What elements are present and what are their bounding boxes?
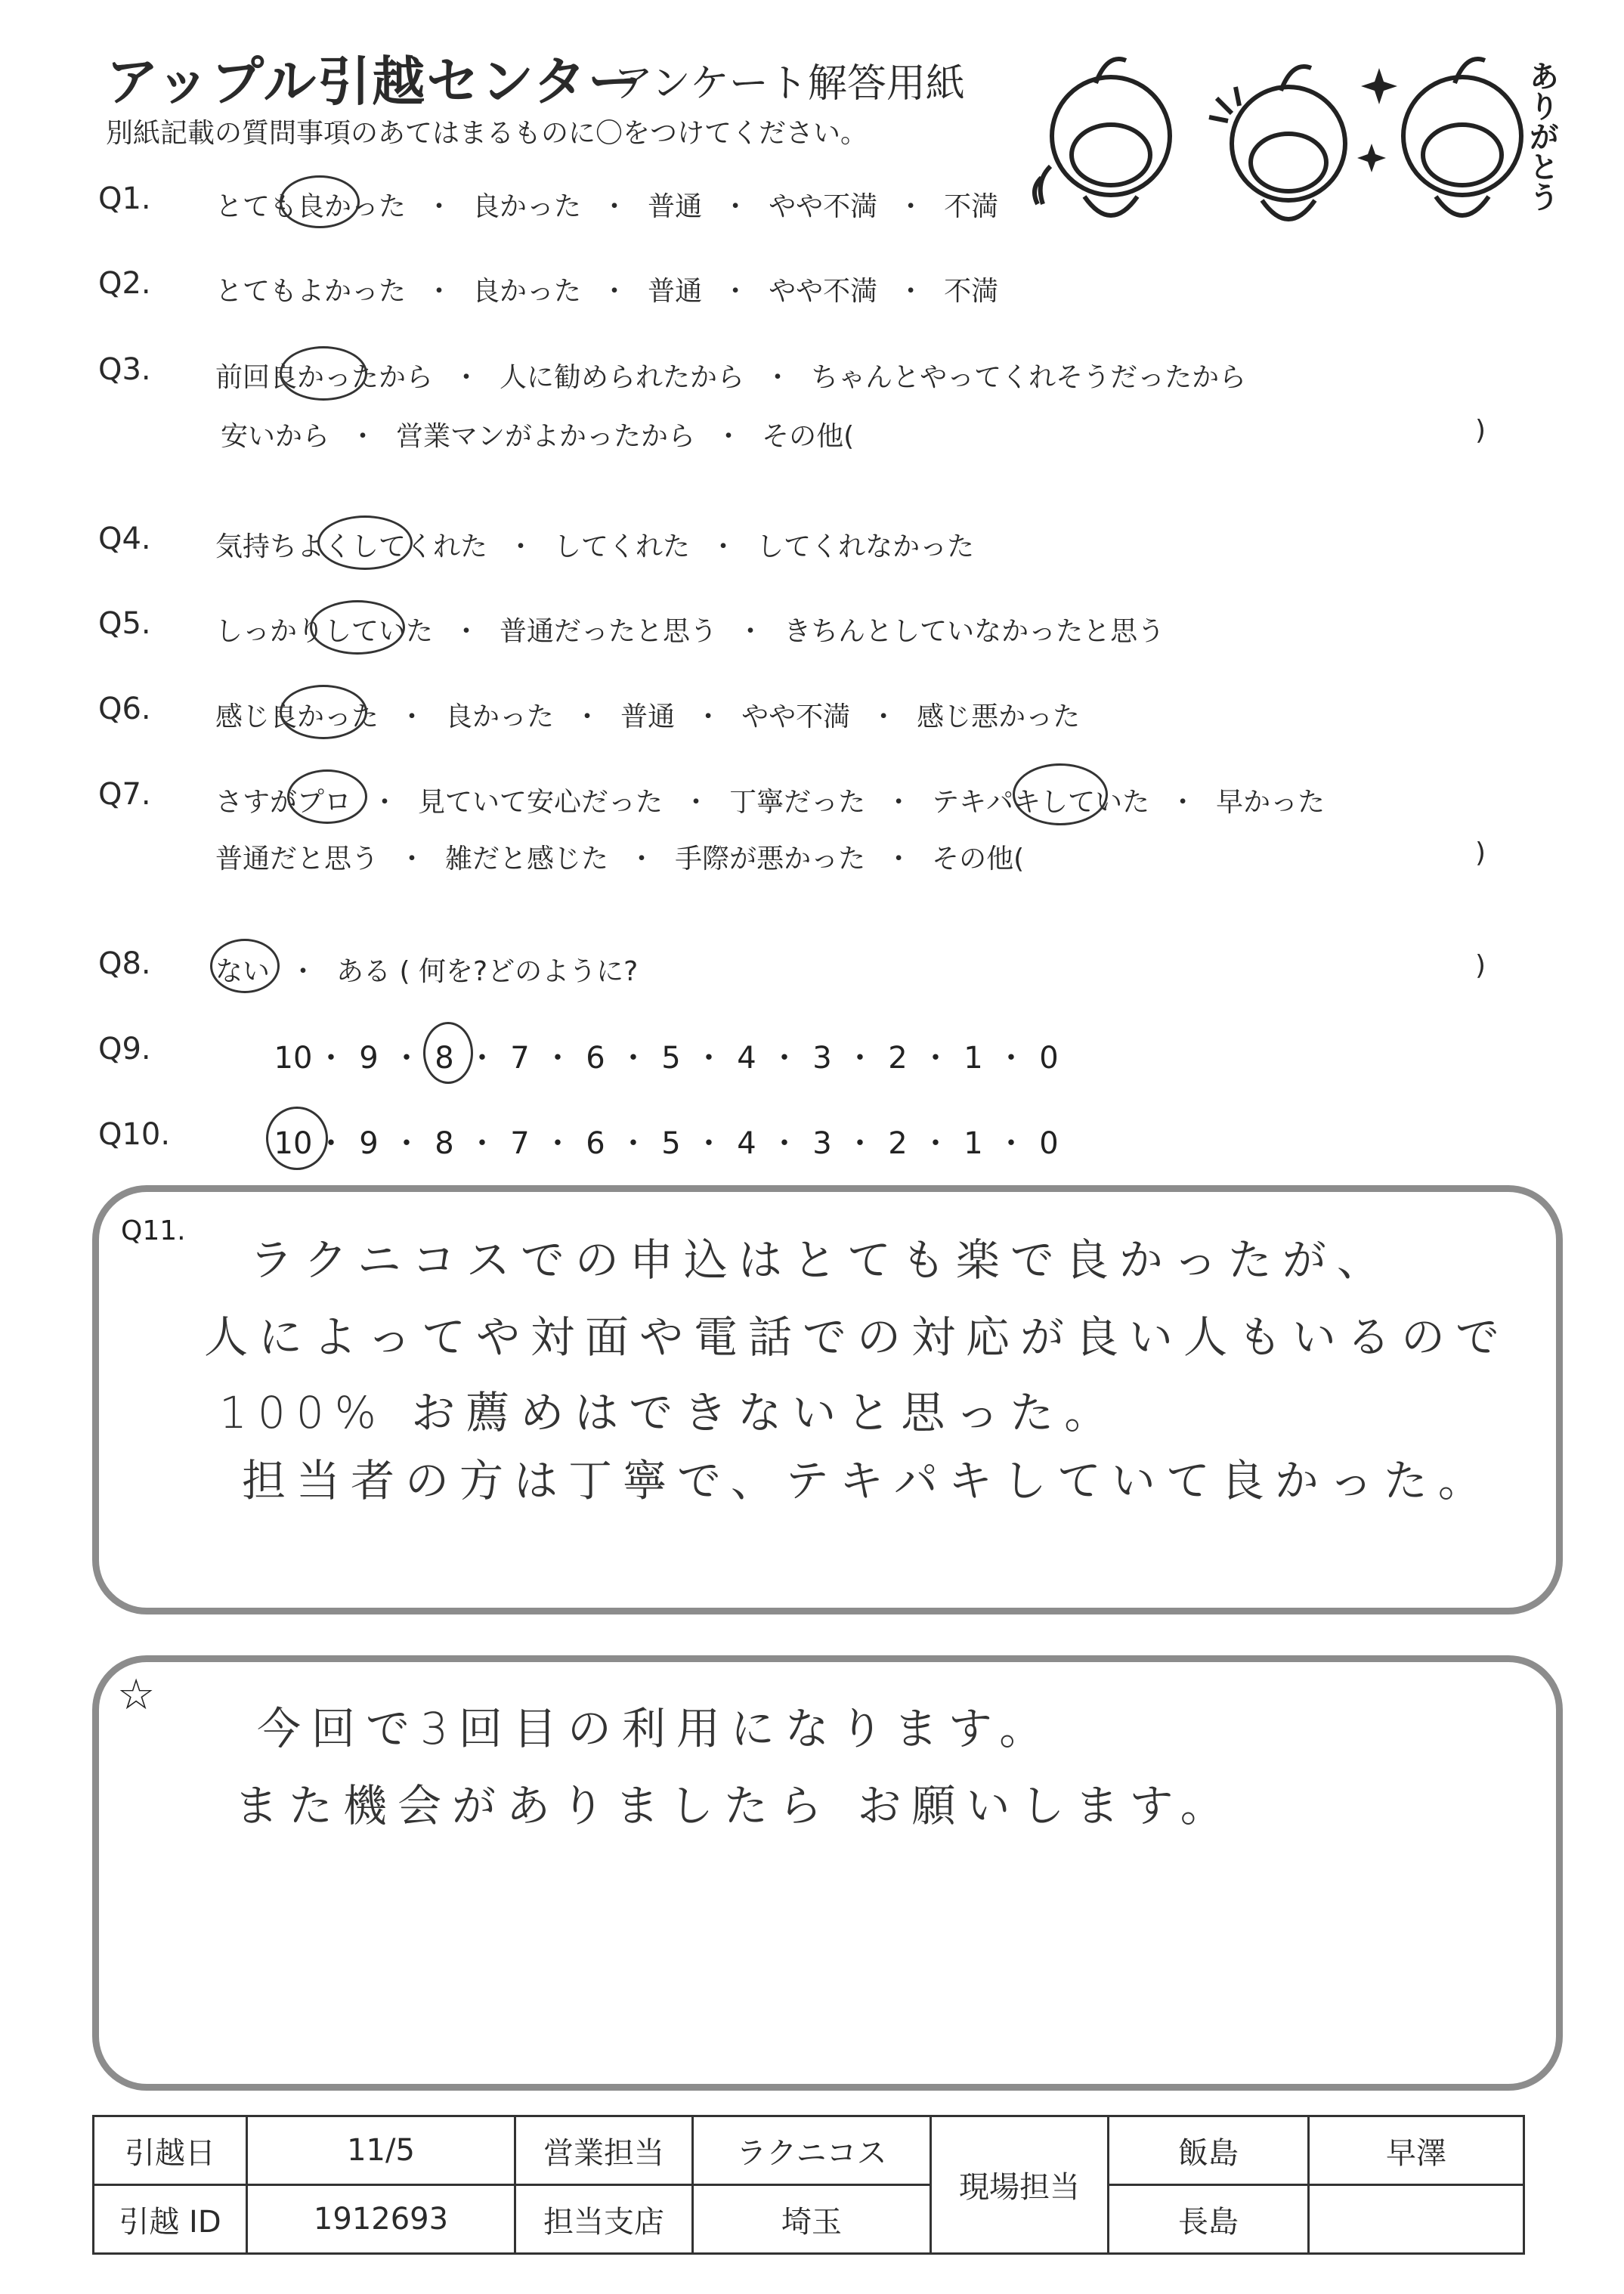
q11-comment-line: ラクニコスでの申込はとても楽で良かったが、: [249, 1234, 1391, 1286]
q10-label: Q10.: [98, 1117, 171, 1152]
q9-label: Q9.: [98, 1032, 151, 1067]
q3-option[interactable]: 安いから: [221, 421, 330, 452]
q7-option[interactable]: テキパキしていた: [932, 787, 1150, 818]
q6-label: Q6.: [98, 692, 151, 726]
q7-option[interactable]: 手際が悪かった: [675, 844, 866, 875]
company-name: アップル引越センター: [106, 51, 642, 113]
scale-value[interactable]: 4: [737, 1126, 756, 1161]
scale-value[interactable]: 8: [435, 1126, 454, 1161]
q7-option[interactable]: 普通だと思う: [215, 844, 379, 875]
q8-option[interactable]: ある ( 何を?どのように?: [336, 956, 639, 987]
q1-option[interactable]: 不満: [944, 191, 999, 222]
q3-paren-close: ): [1475, 415, 1486, 446]
q6-option[interactable]: 感じ悪かった: [917, 701, 1081, 732]
answer-circle: [266, 1107, 328, 1170]
q3-option[interactable]: その他(: [762, 421, 855, 452]
q7-option[interactable]: その他(: [932, 844, 1025, 875]
answer-circle: [317, 515, 413, 570]
scale-value[interactable]: 0: [1039, 1041, 1059, 1076]
answer-circle: [280, 175, 360, 228]
q4-label: Q4.: [98, 522, 151, 556]
q5-option[interactable]: しっかりしていた: [215, 616, 434, 647]
free-comment-line: また機会がありましたら お願いします。: [234, 1780, 1235, 1831]
q7-option[interactable]: 雑だと感じた: [445, 844, 609, 875]
q7-option[interactable]: 丁寧だった: [729, 787, 866, 818]
q7-options: さすがプロ ・ 見ていて安心だった ・ 丁寧だった ・ テキパキしていた ・ 早かった: [215, 787, 1325, 818]
q2-option[interactable]: 普通: [648, 276, 703, 307]
scale-value[interactable]: 9: [359, 1126, 379, 1161]
q1-option[interactable]: 普通: [648, 191, 703, 222]
scale-value[interactable]: 5: [661, 1041, 681, 1076]
move-date-value[interactable]: 11/5: [247, 2116, 515, 2185]
instruction-text: 別紙記載の質問事項のあてはまるものに〇をつけてください。: [106, 118, 868, 149]
q7-label: Q7.: [98, 777, 151, 812]
site-staff-label: 現場担当: [931, 2116, 1109, 2254]
scale-value[interactable]: 3: [812, 1041, 832, 1076]
scale-value[interactable]: 6: [586, 1126, 605, 1161]
free-comment-line: 今回で3回目の利用になります。: [257, 1703, 1054, 1754]
move-info-table: [92, 2115, 1525, 2255]
q5-option[interactable]: 普通だったと思う: [500, 616, 718, 647]
q4-options: 気持ちよくしてくれた ・ してくれた ・ してくれなかった: [215, 531, 975, 562]
q1-option[interactable]: 良かった: [472, 191, 582, 222]
q11-comment-line: 担当者の方は丁寧で、テキパキしていて良かった。: [242, 1455, 1493, 1506]
scale-value[interactable]: 2: [888, 1126, 908, 1161]
q1-option[interactable]: とても良かった: [215, 191, 407, 222]
q3-option[interactable]: 営業マンがよかったから: [396, 421, 696, 452]
scale-value[interactable]: 0: [1039, 1126, 1059, 1161]
q6-option[interactable]: 感じ良かった: [215, 701, 379, 732]
site-staff-value[interactable]: 長島: [1109, 2185, 1309, 2254]
q11-label: Q11.: [121, 1215, 186, 1246]
site-staff-empty[interactable]: [1309, 2185, 1524, 2254]
move-id-label: 引越 ID: [94, 2185, 247, 2254]
star-icon: ☆: [117, 1670, 156, 1720]
q6-options: 感じ良かった ・ 良かった ・ 普通 ・ やや不満 ・ 感じ悪かった: [215, 701, 1081, 732]
q8-paren-close: ): [1475, 950, 1486, 981]
answer-circle: [280, 346, 367, 401]
monkey-mascot-illustration: [1028, 45, 1557, 249]
q6-option[interactable]: 普通: [620, 701, 676, 732]
answer-circle: [423, 1022, 473, 1084]
answer-circle: [287, 769, 367, 824]
scale-value[interactable]: 1: [964, 1126, 983, 1161]
q3-option[interactable]: 前回良かったから: [215, 362, 434, 393]
q4-option[interactable]: してくれなかった: [756, 531, 975, 562]
q2-option[interactable]: とてもよかった: [215, 276, 407, 307]
q5-label: Q5.: [98, 606, 151, 641]
move-id-value[interactable]: 1912693: [247, 2185, 515, 2254]
q5-option[interactable]: きちんとしていなかったと思う: [784, 616, 1165, 647]
answer-circle: [280, 685, 367, 739]
scale-value[interactable]: 10: [274, 1126, 313, 1161]
q2-label: Q2.: [98, 266, 151, 301]
q11-comment-line: 100% お薦めはできないと思った。: [219, 1387, 1119, 1438]
q6-option[interactable]: 良かった: [445, 701, 555, 732]
thanks-text: ありがとう: [1524, 60, 1559, 212]
site-staff-value[interactable]: 早澤: [1309, 2116, 1524, 2185]
q7-paren-close: ): [1475, 837, 1486, 868]
q3-options: 前回良かったから ・ 人に勧められたから ・ ちゃんとやってくれそうだったから: [215, 362, 1247, 393]
q1-options: とても良かった ・ 良かった ・ 普通 ・ やや不満 ・ 不満: [215, 191, 999, 222]
q11-comment-line: 人によってや対面や電話での対応が良い人もいるので: [204, 1311, 1511, 1363]
scale-value[interactable]: 6: [586, 1041, 605, 1076]
scale-value[interactable]: 5: [661, 1126, 681, 1161]
answer-circle: [310, 600, 405, 655]
sales-rep-value[interactable]: ラクニコス: [693, 2116, 931, 2185]
q7-option[interactable]: 早かった: [1216, 787, 1325, 818]
q3-option[interactable]: ちゃんとやってくれそうだったから: [811, 362, 1247, 393]
q2-option[interactable]: 良かった: [472, 276, 582, 307]
scale-value[interactable]: 3: [812, 1126, 832, 1161]
q8-options: ない ・ ある ( 何を?どのように?: [215, 956, 639, 987]
q3-options-row2: 安いから ・ 営業マンがよかったから ・ その他(: [221, 421, 855, 452]
q4-option[interactable]: してくれた: [554, 531, 691, 562]
q3-option[interactable]: 人に勧められたから: [500, 362, 745, 393]
q5-options: しっかりしていた ・ 普通だったと思う ・ きちんとしていなかったと思う: [215, 616, 1165, 647]
q1-label: Q1.: [98, 181, 151, 216]
scale-value[interactable]: 4: [737, 1041, 756, 1076]
q8-option[interactable]: ない: [215, 956, 271, 987]
q2-option[interactable]: やや不満: [769, 276, 878, 307]
monkey-mascot-icon: [1028, 45, 1557, 249]
q7-options-row2: 普通だと思う ・ 雑だと感じた ・ 手際が悪かった ・ その他(: [215, 844, 1025, 875]
scale-value[interactable]: 1: [964, 1041, 983, 1076]
q2-options: とてもよかった ・ 良かった ・ 普通 ・ やや不満 ・ 不満: [215, 276, 999, 307]
scale-value[interactable]: 9: [359, 1041, 379, 1076]
scale-value[interactable]: 10: [274, 1041, 313, 1076]
sales-rep-label: 営業担当: [515, 2116, 693, 2185]
q1-option[interactable]: やや不満: [769, 191, 878, 222]
q6-option[interactable]: やや不満: [741, 701, 851, 732]
q4-option[interactable]: 気持ちよくしてくれた: [215, 531, 488, 562]
branch-value[interactable]: 埼玉: [693, 2185, 931, 2254]
q7-option[interactable]: 見ていて安心だった: [418, 787, 664, 818]
q8-label: Q8.: [98, 946, 151, 981]
branch-label: 担当支店: [515, 2185, 693, 2254]
q3-label: Q3.: [98, 352, 151, 387]
answer-circle: [1013, 763, 1108, 825]
answer-circle: [210, 939, 280, 993]
form-subtitle: アンケート解答用紙: [614, 61, 965, 107]
site-staff-value[interactable]: 飯島: [1109, 2116, 1309, 2185]
move-date-label: 引越日: [94, 2116, 247, 2185]
q2-option[interactable]: 不満: [944, 276, 999, 307]
q9-scale: 10 ・ 9 ・ 8 ・ 7 ・ 6 ・ 5 ・ 4 ・ 3 ・ 2 ・ 1 ・ 0: [274, 1034, 1069, 1077]
scale-value[interactable]: 7: [510, 1126, 530, 1161]
q7-option[interactable]: さすがプロ: [215, 787, 352, 818]
scale-value[interactable]: 8: [435, 1041, 454, 1076]
scale-value[interactable]: 7: [510, 1041, 530, 1076]
scale-value[interactable]: 2: [888, 1041, 908, 1076]
q10-scale: 10 ・ 9 ・ 8 ・ 7 ・ 6 ・ 5 ・ 4 ・ 3 ・ 2 ・ 1 ・ 0: [274, 1119, 1069, 1162]
